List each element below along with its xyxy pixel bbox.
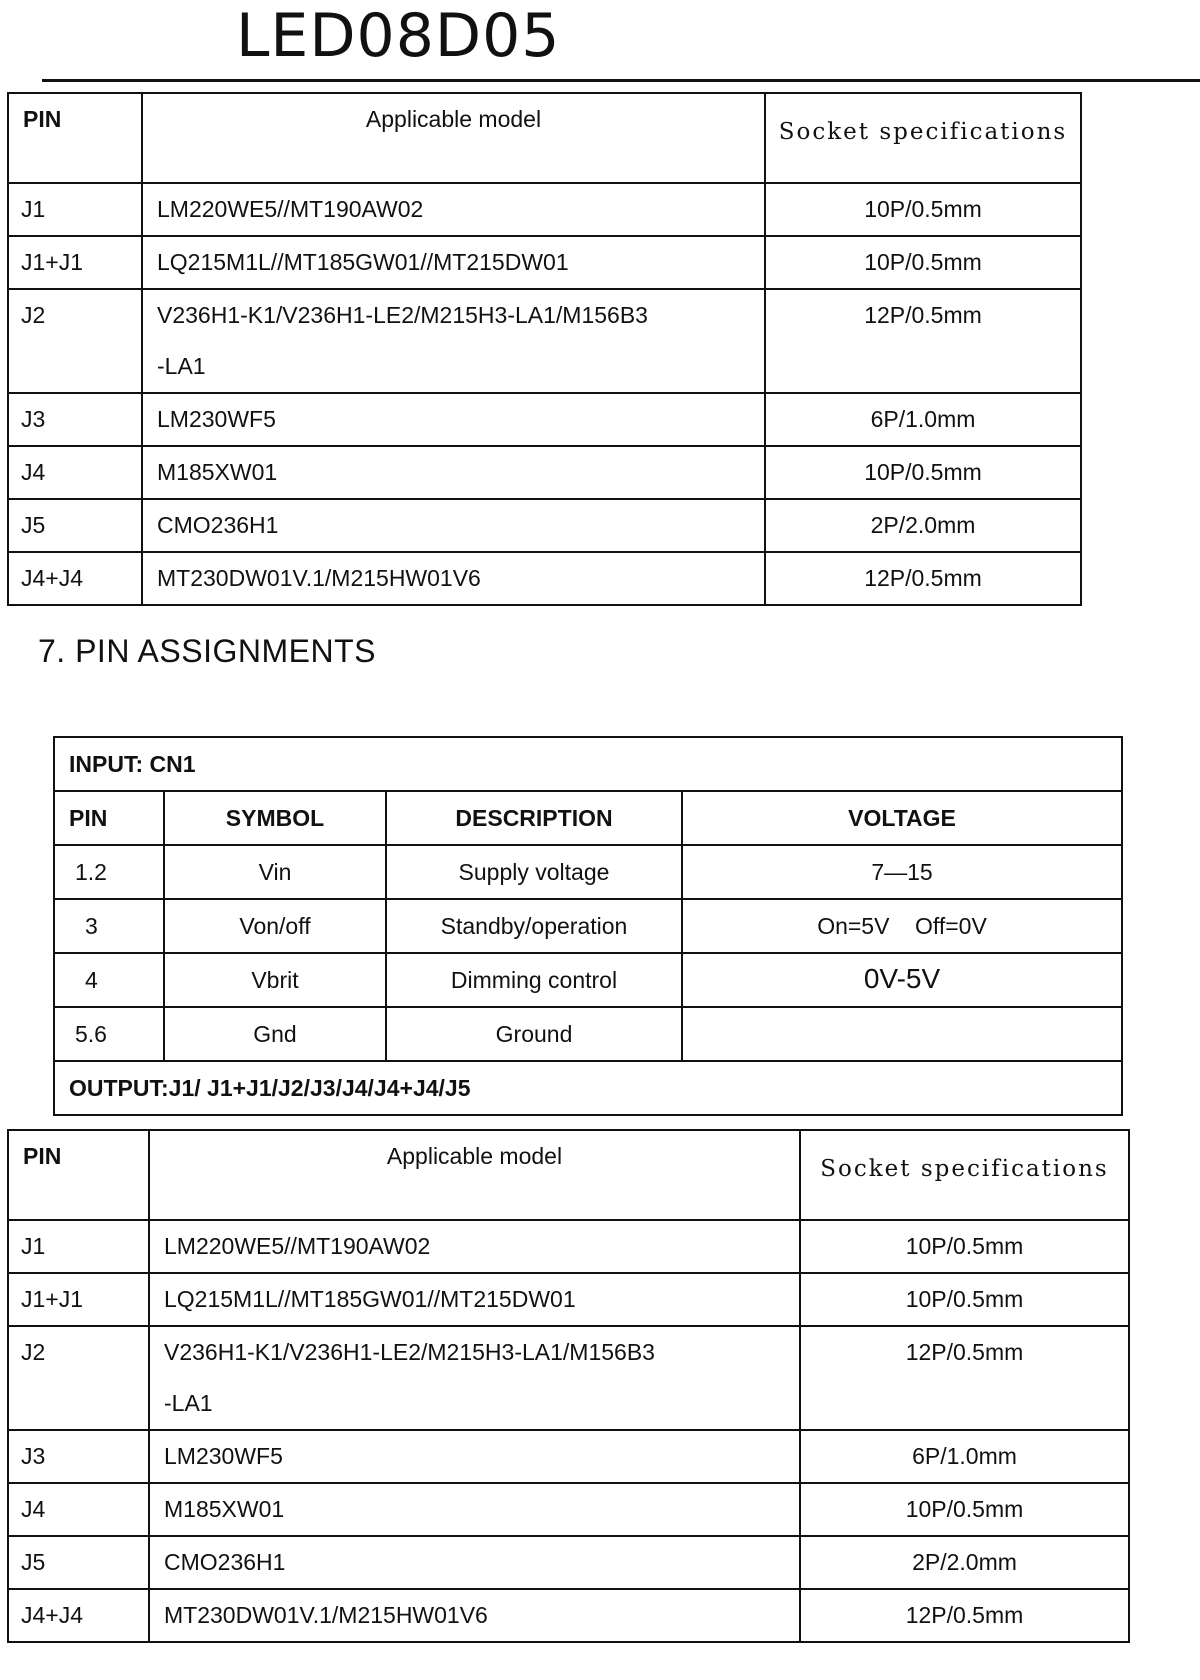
- row-pin: J1+J1: [8, 1273, 149, 1326]
- row-symbol: Vin: [164, 845, 386, 899]
- output-label: OUTPUT:J1/ J1+J1/J2/J3/J4/J4+J4/J5: [54, 1061, 1122, 1115]
- row-pin: J5: [8, 1536, 149, 1589]
- row-pin: J2: [8, 289, 142, 393]
- table-row: [8, 1536, 1129, 1589]
- table-row: [54, 845, 1122, 899]
- header-applicable-model: Applicable model: [142, 93, 765, 183]
- header-pin: PIN: [54, 791, 164, 845]
- row-voltage: 7—15: [682, 845, 1122, 899]
- row-spec: 12P/0.5mm: [765, 289, 1081, 393]
- table-row: [8, 236, 1081, 289]
- row-description: Supply voltage: [386, 845, 682, 899]
- table-row: [8, 183, 1081, 236]
- row-description: Standby/operation: [386, 899, 682, 953]
- row-symbol: Von/off: [164, 899, 386, 953]
- row-spec: 10P/0.5mm: [765, 236, 1081, 289]
- input-row: [54, 737, 1122, 791]
- row-spec: 2P/2.0mm: [765, 499, 1081, 552]
- row-model: LQ215M1L//MT185GW01//MT215DW01: [142, 236, 765, 289]
- row-pin: J4: [8, 446, 142, 499]
- applicable-model-table-top: [7, 92, 1082, 606]
- header-pin: PIN: [8, 1130, 149, 1220]
- row-description: Ground: [386, 1007, 682, 1061]
- row-pin: 5.6: [54, 1007, 164, 1061]
- row-pin: J1+J1: [8, 236, 142, 289]
- table-row: [8, 1483, 1129, 1536]
- row-model: LM220WE5//MT190AW02: [149, 1220, 800, 1273]
- pin-table-header-row: [54, 791, 1122, 845]
- row-pin: J1: [8, 183, 142, 236]
- row-spec: 10P/0.5mm: [800, 1483, 1129, 1536]
- row-model: CMO236H1: [149, 1536, 800, 1589]
- row-symbol: Gnd: [164, 1007, 386, 1061]
- table-row: [54, 1007, 1122, 1061]
- input-label: INPUT: CN1: [54, 737, 1122, 791]
- header-description: DESCRIPTION: [386, 791, 682, 845]
- row-pin: J5: [8, 499, 142, 552]
- row-pin: J2: [8, 1326, 149, 1430]
- row-model-line2: -LA1: [157, 353, 206, 379]
- table-row: [8, 552, 1081, 605]
- row-description: Dimming control: [386, 953, 682, 1007]
- row-spec: 10P/0.5mm: [765, 446, 1081, 499]
- row-spec: 12P/0.5mm: [765, 552, 1081, 605]
- row-spec: 12P/0.5mm: [800, 1326, 1129, 1430]
- row-pin: J4+J4: [8, 552, 142, 605]
- row-model: LM220WE5//MT190AW02: [142, 183, 765, 236]
- row-model: [142, 289, 765, 393]
- row-voltage: On=5V Off=0V: [682, 899, 1122, 953]
- row-model-line1: V236H1-K1/V236H1-LE2/M215H3-LA1/M156B3: [157, 302, 648, 328]
- header-socket-specifications: Socket specifications: [800, 1130, 1129, 1220]
- row-voltage: 0V-5V: [682, 953, 1122, 1007]
- row-model: LM230WF5: [142, 393, 765, 446]
- output-row: [54, 1061, 1122, 1115]
- row-pin: J3: [8, 1430, 149, 1483]
- title-underline: [42, 79, 1200, 82]
- row-spec: 6P/1.0mm: [800, 1430, 1129, 1483]
- document-title: LED08D05: [236, 1, 561, 71]
- table-row: [8, 1273, 1129, 1326]
- table-row: [8, 1430, 1129, 1483]
- table-row: [54, 899, 1122, 953]
- row-spec: 2P/2.0mm: [800, 1536, 1129, 1589]
- table-row: [54, 953, 1122, 1007]
- row-model: [149, 1326, 800, 1430]
- row-spec: 10P/0.5mm: [765, 183, 1081, 236]
- table-row: [8, 1326, 1129, 1430]
- table-header-row: [8, 1130, 1129, 1220]
- table-row: [8, 499, 1081, 552]
- row-spec: 6P/1.0mm: [765, 393, 1081, 446]
- table-row: [8, 1589, 1129, 1642]
- row-pin: J3: [8, 393, 142, 446]
- row-model: MT230DW01V.1/M215HW01V6: [142, 552, 765, 605]
- table-row: [8, 289, 1081, 393]
- row-model-line2: -LA1: [164, 1390, 213, 1416]
- header-voltage: VOLTAGE: [682, 791, 1122, 845]
- header-applicable-model: Applicable model: [149, 1130, 800, 1220]
- header-symbol: SYMBOL: [164, 791, 386, 845]
- row-symbol: Vbrit: [164, 953, 386, 1007]
- row-pin: J4: [8, 1483, 149, 1536]
- row-pin: 4: [54, 953, 164, 1007]
- pin-assignments-table: [53, 736, 1123, 1116]
- row-model: LQ215M1L//MT185GW01//MT215DW01: [149, 1273, 800, 1326]
- row-spec: 10P/0.5mm: [800, 1220, 1129, 1273]
- row-model: MT230DW01V.1/M215HW01V6: [149, 1589, 800, 1642]
- row-spec: 12P/0.5mm: [800, 1589, 1129, 1642]
- section-heading: 7. PIN ASSIGNMENTS: [38, 633, 376, 669]
- table-row: [8, 446, 1081, 499]
- row-model: M185XW01: [149, 1483, 800, 1536]
- row-spec: 10P/0.5mm: [800, 1273, 1129, 1326]
- table-header-row: [8, 93, 1081, 183]
- row-pin: 1.2: [54, 845, 164, 899]
- row-pin: 3: [54, 899, 164, 953]
- row-pin: J4+J4: [8, 1589, 149, 1642]
- table-row: [8, 1220, 1129, 1273]
- row-model: M185XW01: [142, 446, 765, 499]
- table-row: [8, 393, 1081, 446]
- header-pin: PIN: [8, 93, 142, 183]
- header-socket-specifications: Socket specifications: [765, 93, 1081, 183]
- row-model-line1: V236H1-K1/V236H1-LE2/M215H3-LA1/M156B3: [164, 1339, 655, 1365]
- row-voltage: [682, 1007, 1122, 1061]
- row-pin: J1: [8, 1220, 149, 1273]
- row-model: CMO236H1: [142, 499, 765, 552]
- row-model: LM230WF5: [149, 1430, 800, 1483]
- applicable-model-table-bottom: [7, 1129, 1130, 1643]
